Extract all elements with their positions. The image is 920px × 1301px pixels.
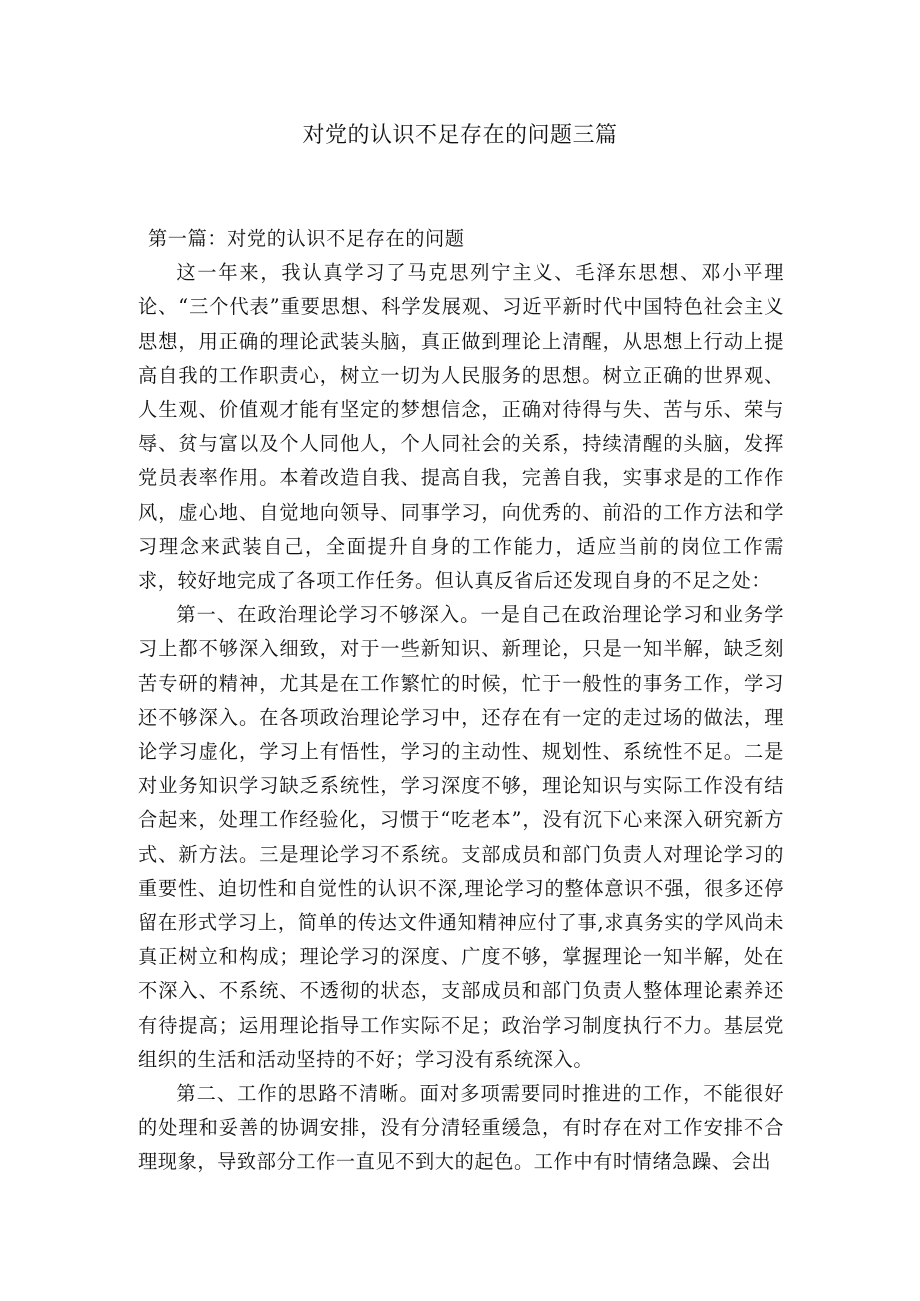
paragraph-intro: 这一年来，我认真学习了马克思列宁主义、毛泽东思想、邓小平理论、“三个代表”重要思想、科学发展观、习近平新时代中国特色社会主义思想，用正确的理论武装头脑，真正做到理论上清醒，从思想上行动上提高自我的工作职责心，树立一切为人民服务的思想。树立正确的世界观、人生观、价值观才能有坚定的梦想信念，正确对待得与失、苦与乐、荣与辱、贫与富以及个人同他人，个人同社会的关系，持续清醒的头脑，发挥党员表率作用。本着改造自我、提高自我，完善自我，实事求是的工作作风，虚心地、自觉地向领导、同事学习，向优秀的、前沿的工作方法和学习理念来武装自己，全面提升自身的工作能力，适应当前的岗位工作需求，较好地完成了各项工作任务。但认真反省后还发现自身的不足之处：	[138, 261, 784, 593]
section-heading: 第一篇：对党的认识不足存在的问题	[148, 227, 465, 250]
document-title: 对党的认识不足存在的问题三篇	[302, 123, 618, 148]
document-body	[138, 222, 784, 1180]
paragraph-first-issue: 第一、在政治理论学习不够深入。一是自己在政治理论学习和业务学习上都不够深入细致，对于一些新知识、新理论，只是一知半解，缺乏刻苦专研的精神，尤其是在工作繁忙的时候，忙于一般性的事务工作，学习还不够深入。在各项政治理论学习中，还存在有一定的走过场的做法，理论学习虚化，学习上有悟性，学习的主动性、规划性、系统性不足。二是对业务知识学习缺乏系统性，学习深度不够，理论知识与实际工作没有结合起来，处理工作经验化，习惯于“吃老本”，没有沉下心来深入研究新方式、新方法。三是理论学习不系统。支部成员和部门负责人对理论学习的重要性、迫切性和自觉性的认识不深,理论学习的整体意识不强，很多还停留在形式学习上，简单的传达文件通知精神应付了事,求真务实的学风尚未真正树立和构成；理论学习的深度、广度不够，掌握理论一知半解，处在不深入、不系统、不透彻的状态，支部成员和部门负责人整体理论素养还有待提高；运用理论指导工作实际不足；政治学习制度执行不力。基层党组织的生活和活动坚持的不好；学习没有系统深入。	[138, 603, 784, 1071]
paragraph-second-issue: 第二、工作的思路不清晰。面对多项需要同时推进的工作，不能很好的处理和妥善的协调安排，没有分清轻重缓急，有时存在对工作安排不合理现象，导致部分工作一直见不到大的起色。工作中有时情绪急躁、会出	[138, 1082, 784, 1174]
